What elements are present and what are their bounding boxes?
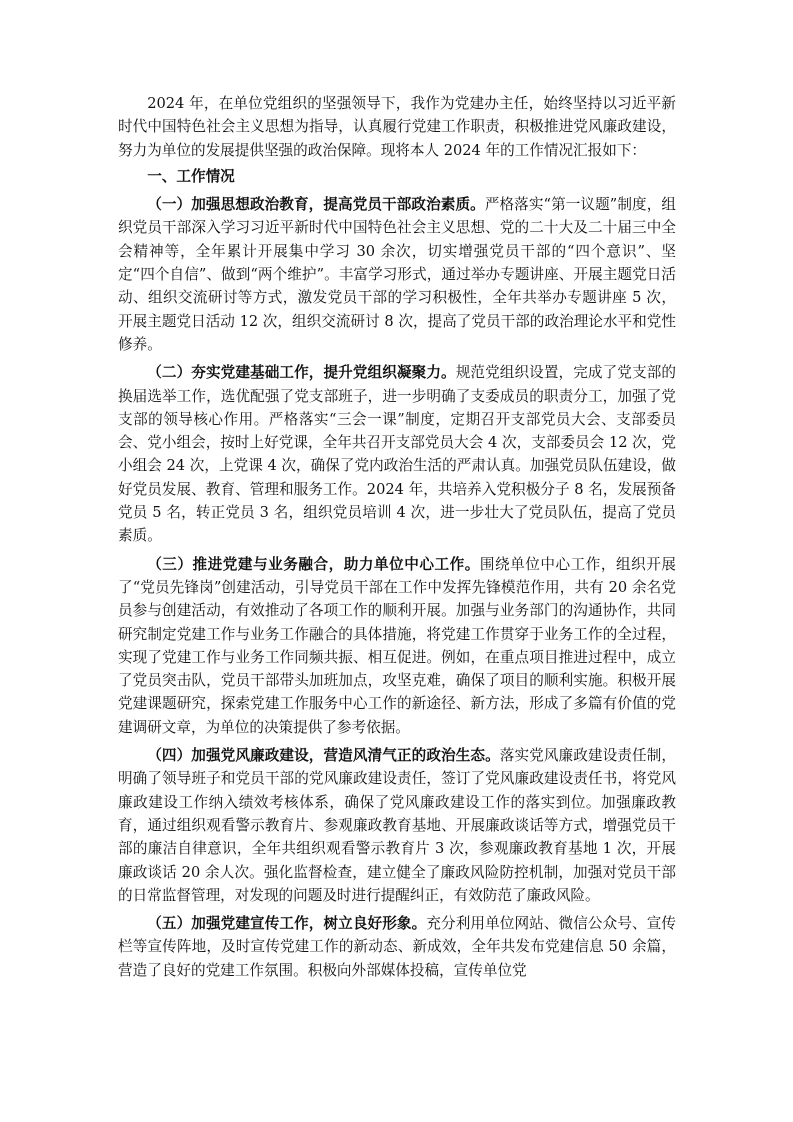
paragraph-3-heading: （三）推进党建与业务融合，助力单位中心工作。 <box>147 555 480 573</box>
paragraph-1 <box>118 193 676 356</box>
paragraph-5-body: 充分利用单位网站、微信公众号、宣传栏等宣传阵地，及时宣传党建工作的新动态、新成效，全年共发布党建信息 50 余篇，营造了良好的党建工作氛围。积极向外部媒体投稿，宣传单位党 <box>118 915 676 979</box>
paragraph-5-heading: （五）加强党建宣传工作，树立良好形象。 <box>147 915 427 933</box>
section-title: 一、工作情况 <box>147 167 235 185</box>
paragraph-3-body: 围绕单位中心工作，组织开展了“党员先锋岗”创建活动，引导党员干部在工作中发挥先锋模范作用，共有 20 余名党员参与创建活动，有效推动了各项工作的顺利开展。加强与业务部门的沟通协作，共同研究制定党建工作与业务工作融合的具体措施，将党建工作贯穿于业务工作的全过程，实现了党建工作与业务工作同频共振、相互促进。例如，在重点项目推进过程中，成立了党员突击队，党员干部带头加班加点，攻坚克难，确保了项目的顺利实施。积极开展党建课题研究，探索党建工作服务中心工作的新途径、新方法，形成了多篇有价值的党建调研文章，为单位的决策提供了参考依据。 <box>118 555 676 736</box>
paragraph-5 <box>118 912 676 982</box>
document-body <box>118 92 676 987</box>
paragraph-4-heading: （四）加强党风廉政建设，营造风清气正的政治生态。 <box>147 747 500 765</box>
paragraph-4-body: 落实党风廉政建设责任制，明确了领导班子和党员干部的党风廉政建设责任，签订了党风廉政建设责任书，将党风廉政建设工作纳入绩效考核体系，确保了党风廉政建设工作的落实到位。加强廉政教育，通过组织观看警示教育片、参观廉政教育基地、开展廉政谈话等方式，增强党员干部的廉洁自律意识，全年共组织观看警示教育片 3 次，参观廉政教育基地 1 次，开展廉政谈话 20 余人次。强化监督检查，建立健全了廉政风险防控机制，加强对党员干部的日常监督管理，对发现的问题及时进行提醒纠正，有效防范了廉政风险。 <box>118 747 676 904</box>
intro-paragraph: 2024 年，在单位党组织的坚强领导下，我作为党建办主任，始终坚持以习近平新时代中国特色社会主义思想为指导，认真履行党建工作职责，积极推进党风廉政建设，努力为单位的发展提供坚强的政治保障。现将本人 2024 年的工作情况汇报如下： <box>118 95 676 159</box>
paragraph-4 <box>118 744 676 907</box>
paragraph-2-body: 规范党组织设置，完成了党支部的换届选举工作，选优配强了党支部班子，进一步明确了支委成员的职责分工，加强了党支部的领导核心作用。严格落实“三会一课”制度，定期召开支部党员大会、支部委员会、党小组会，按时上好党课，全年共召开支部党员大会 4 次，支部委员会 12 次，党小组会 24 次，上党课 4 次，确保了党内政治生活的严肃认真。加强党员队伍建设，做好党员发展、教育、管理和服务工作。2024 年，共培养入党积极分子 8 名，发展预备党员 5 名，转正党员 3 名，组织党员培训 4 次，进一步壮大了党员队伍，提高了党员素质。 <box>118 364 676 545</box>
paragraph-1-heading: （一）加强思想政治教育，提高党员干部政治素质。 <box>147 196 485 214</box>
paragraph-2 <box>118 361 676 547</box>
paragraph-2-heading: （二）夯实党建基础工作，提升党组织凝聚力。 <box>147 364 456 382</box>
paragraph-1-body: 严格落实“第一议题”制度，组织党员干部深入学习习近平新时代中国特色社会主义思想、党的二十大及二十届三中全会精神等，全年累计开展集中学习 30 余次，切实增强党员干部的“四个意识”、坚定“四个自信”、做到“两个维护”。丰富学习形式，通过举办专题讲座、开展主题党日活动、组织交流研讨等方式，激发党员干部的学习积极性，全年共举办专题讲座 5 次，开展主题党日活动 12 次，组织交流研讨 8 次，提高了党员干部的政治理论水平和党性修养。 <box>118 196 676 353</box>
paragraph-3 <box>118 553 676 739</box>
